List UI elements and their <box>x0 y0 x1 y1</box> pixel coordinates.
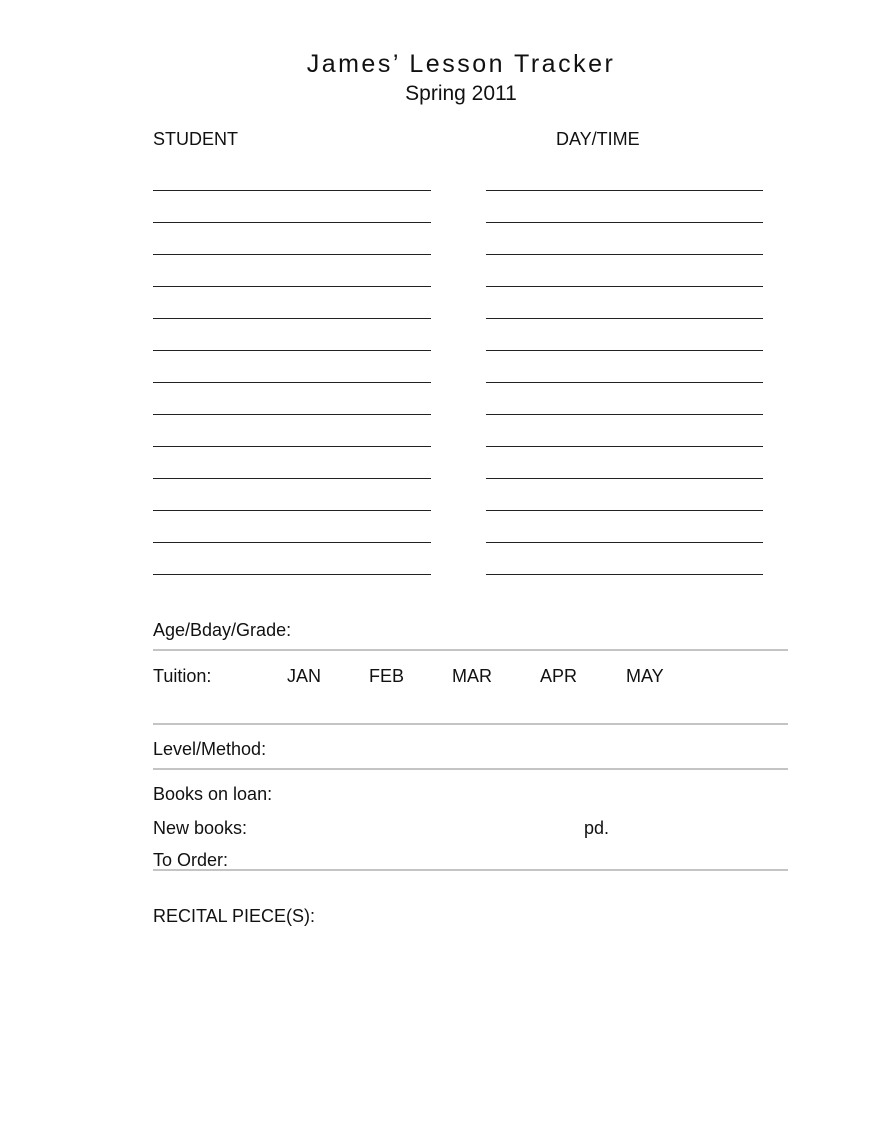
day-time-entry-line <box>486 510 763 511</box>
day-time-entry-line <box>486 382 763 383</box>
paid-label: pd. <box>584 818 610 838</box>
divider <box>153 723 788 725</box>
day-time-entry-line <box>486 574 763 575</box>
student-entry-line <box>153 510 431 511</box>
day-time-entry-line <box>486 190 763 191</box>
day-time-entry-line <box>486 446 763 447</box>
tuition-month-jan: JAN <box>287 666 322 686</box>
day-time-column-header: DAY/TIME <box>556 129 640 149</box>
day-time-entry-line <box>486 222 763 223</box>
divider <box>153 768 788 770</box>
tuition-month-feb: FEB <box>369 666 405 686</box>
recital-pieces-label: RECITAL PIECE(S): <box>153 906 316 926</box>
divider <box>153 869 788 871</box>
day-time-entry-line <box>486 478 763 479</box>
student-column-header: STUDENT <box>153 129 238 149</box>
page-title: James’ Lesson Tracker <box>306 50 616 78</box>
day-time-entry-line <box>486 286 763 287</box>
student-entry-line <box>153 574 431 575</box>
tuition-label: Tuition: <box>153 666 212 686</box>
student-entry-line <box>153 350 431 351</box>
day-time-entry-line <box>486 542 763 543</box>
divider <box>153 649 788 651</box>
student-entry-line <box>153 446 431 447</box>
day-time-entry-line <box>486 318 763 319</box>
tuition-month-apr: APR <box>540 666 578 686</box>
student-entry-line <box>153 222 431 223</box>
level-method-label: Level/Method: <box>153 739 267 759</box>
to-order-label: To Order: <box>153 850 229 870</box>
tuition-month-mar: MAR <box>452 666 492 686</box>
student-entry-line <box>153 190 431 191</box>
student-entry-line <box>153 382 431 383</box>
day-time-entry-line <box>486 254 763 255</box>
student-entry-line <box>153 414 431 415</box>
tuition-month-may: MAY <box>626 666 664 686</box>
page-subtitle: Spring 2011 <box>405 82 517 105</box>
day-time-entry-line <box>486 414 763 415</box>
day-time-entry-line <box>486 350 763 351</box>
student-entry-line <box>153 254 431 255</box>
student-entry-line <box>153 286 431 287</box>
student-entry-line <box>153 478 431 479</box>
student-entry-line <box>153 542 431 543</box>
student-entry-line <box>153 318 431 319</box>
new-books-label: New books: <box>153 818 248 838</box>
books-on-loan-label: Books on loan: <box>153 784 273 804</box>
age-bday-grade-label: Age/Bday/Grade: <box>153 620 292 640</box>
